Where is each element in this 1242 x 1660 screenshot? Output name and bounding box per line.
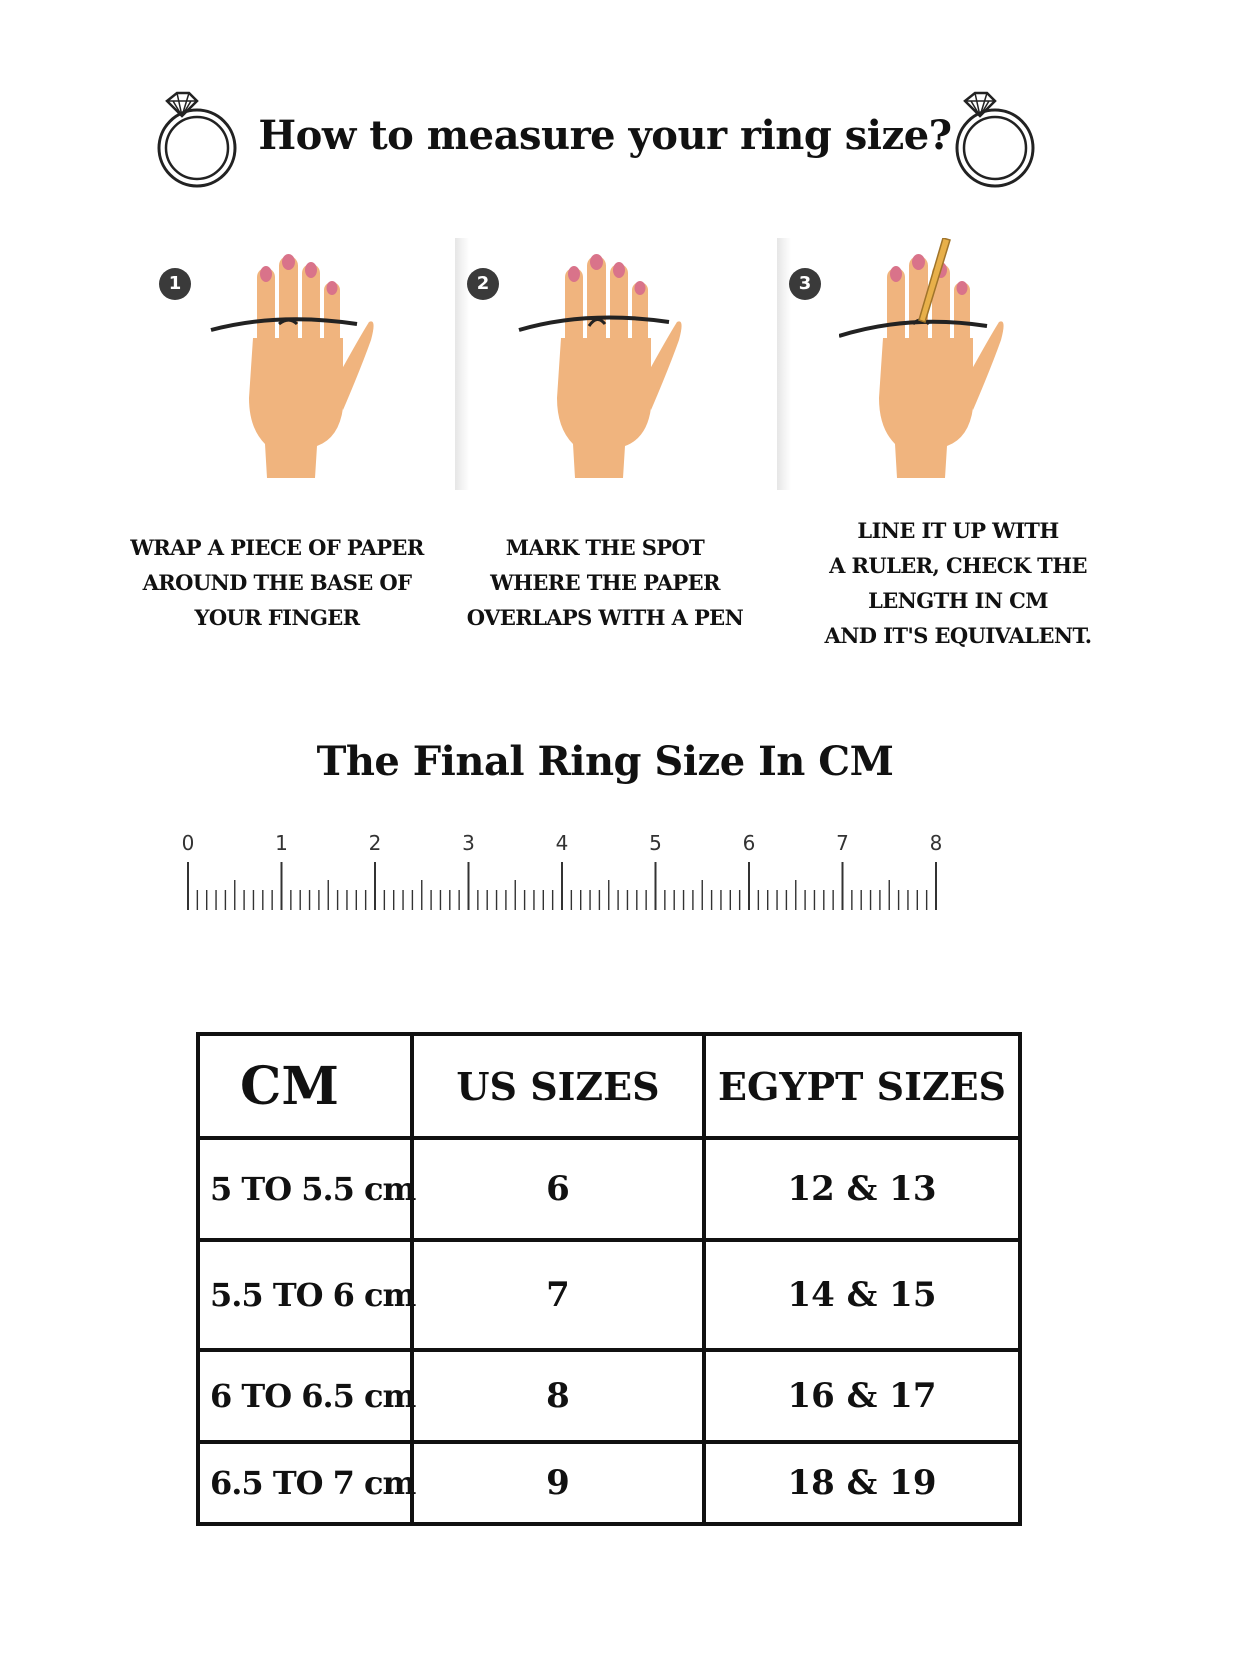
step-text-line: LINE IT UP WITH [857,518,1059,543]
step-3-instructions [788,513,1128,653]
step-2-instructions [440,530,770,635]
step-number-badge: 2 [467,268,499,300]
step-text-line: MARK THE SPOT [505,535,705,560]
ruler-tick-label: 0 [181,831,195,855]
hand-marked-paper-icon [517,238,687,478]
step-text-line: LENGTH IN CM [868,588,1048,613]
us-size-cell: 7 [412,1240,704,1350]
table-row [198,1240,1020,1350]
hand-pen-mark-icon [839,238,1009,478]
cm-range-cell: 6 TO 6.5 cm [198,1350,412,1442]
step-text-line: OVERLAPS WITH A PEN [466,605,744,630]
ruler-tick-label: 5 [649,831,662,855]
step-text-line: A RULER, CHECK THE [829,553,1087,578]
ruler-tick-label: 4 [555,831,569,855]
ruler-tick-label: 7 [836,831,849,855]
step-panel-1 [147,238,459,490]
us-size-cell: 8 [412,1350,704,1442]
page-title: How to measure your ring size? [258,112,952,159]
step-panel-3 [777,238,1089,490]
egypt-size-cell: 18 & 19 [704,1442,1020,1524]
hand-wrapped-paper-icon [209,238,379,478]
step-text-line: AND IT'S EQUIVALENT. [824,623,1092,648]
egypt-size-cell: 14 & 15 [704,1240,1020,1350]
table-row [198,1442,1020,1524]
cm-range-cell: 5 TO 5.5 cm [198,1138,412,1240]
us-size-cell: 6 [412,1138,704,1240]
step-number-badge: 1 [159,268,191,300]
panel-divider [777,238,791,490]
cm-range-cell: 6.5 TO 7 cm [198,1442,412,1524]
cm-range-cell: 5.5 TO 6 cm [198,1240,412,1350]
size-table [196,1032,1022,1526]
table-header-row [198,1034,1020,1138]
ruler-tick-label: 3 [462,831,475,855]
ruler-tick-label: 8 [929,831,943,855]
step-text-line: YOUR FINGER [194,605,360,630]
step-text-line: WRAP A PIECE OF PAPER [130,535,424,560]
step-1-instructions [112,530,442,635]
table-row [198,1138,1020,1240]
step-text-line: WHERE THE PAPER [490,570,720,595]
ruler-title: The Final Ring Size In CM [316,738,894,785]
step-text-line: AROUND THE BASE OF [142,570,412,595]
diamond-ring-icon [953,86,1053,196]
table-row [198,1350,1020,1442]
column-header-egypt-sizes: EGYPT SIZES [704,1034,1020,1138]
column-header-us-sizes: US SIZES [412,1034,704,1138]
ruler-tick-label: 2 [368,831,382,855]
panel-divider [455,238,469,490]
egypt-size-cell: 12 & 13 [704,1138,1020,1240]
step-number-badge: 3 [789,268,821,300]
egypt-size-cell: 16 & 17 [704,1350,1020,1442]
step-panel-2 [455,238,767,490]
ruler-tick-label: 6 [742,831,756,855]
ruler [180,818,1020,918]
us-size-cell: 9 [412,1442,704,1524]
ruler-tick-label: 1 [275,831,288,855]
column-header-cm: CM [198,1034,412,1138]
